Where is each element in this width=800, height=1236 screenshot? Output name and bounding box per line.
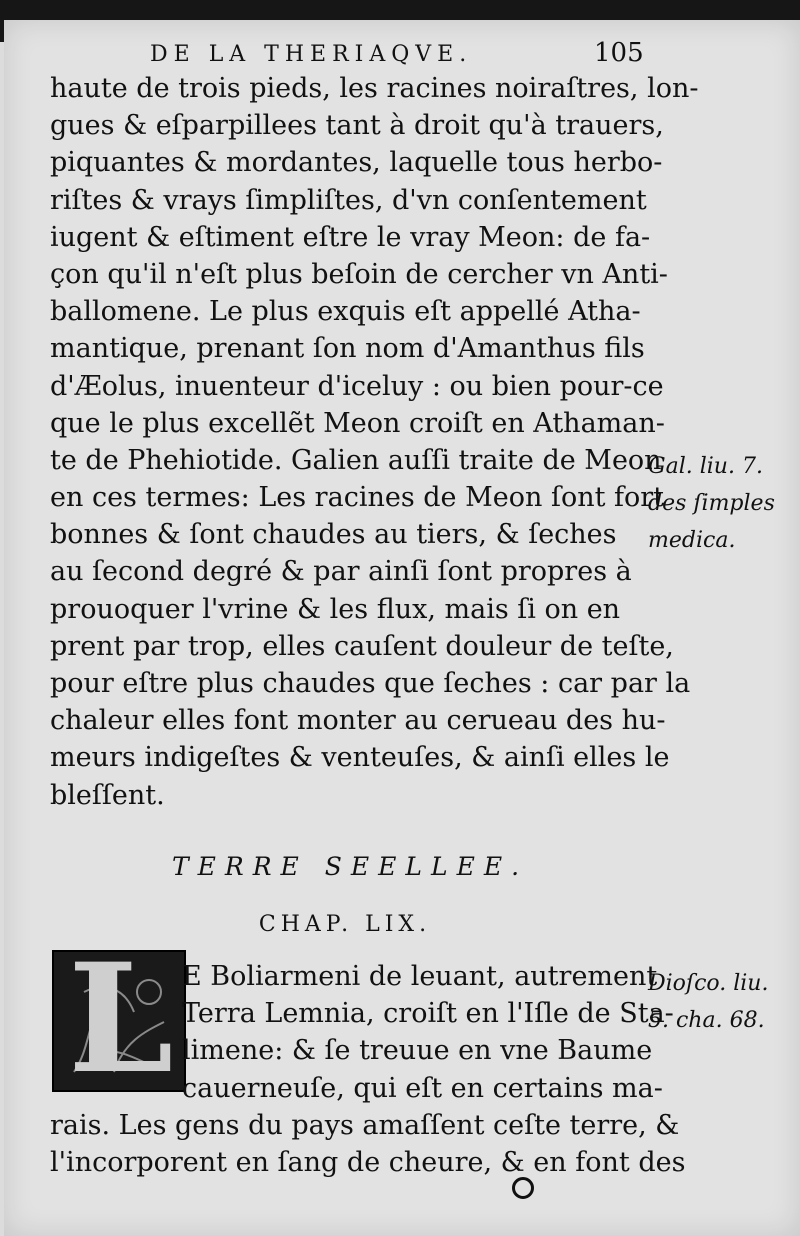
text-line: haute de trois pieds, les racines noiraſtres, lon-	[50, 73, 699, 104]
text-line: meurs indigeſtes & venteuſes, & ainſi elles le	[50, 742, 670, 774]
text-line: cauerneuſe, qui eſt en certains ma-	[182, 1072, 663, 1104]
chapter-text	[50, 958, 686, 1181]
text-line: bonnes & ſont chaudes au tiers, & ſeches	[50, 519, 617, 551]
margin-note-dioscoride	[648, 965, 768, 1039]
text-line: d'Æolus, inuenteur d'iceluy : ou bien pour-ce	[50, 370, 664, 402]
text-line: ballomene. Le plus exquis eſt appellé Atha-	[50, 296, 641, 328]
text-line: iugent & eſtiment eſtre le vray Meon: de fa-	[50, 221, 651, 253]
text-line: pour eſtre plus chaudes que ſeches : car par la	[50, 668, 691, 699]
text-line: limene: & ſe treuue en vne Baume	[182, 1035, 653, 1067]
text-line: E Boliarmeni de leuant, autrement	[182, 961, 658, 992]
margin-note-line: des ſimples	[648, 491, 775, 516]
text-line: rais. Les gens du pays amaſſent ceſte terre, &	[50, 1109, 680, 1141]
text-line: en ces termes: Les racines de Meon ſont fort	[50, 482, 665, 514]
text-line: çon qu'il n'eſt plus beſoin de cercher vn Anti-	[50, 258, 668, 290]
text-line: que le plus excellẽt Meon croiſt en Athaman-	[50, 407, 665, 439]
text-line: riſtes & vrays ſimpliſtes, d'vn conſentement	[50, 184, 647, 216]
text-line: l'incorporent en ſang de cheure, & en font des	[50, 1146, 686, 1178]
text-line: bleſſent.	[50, 779, 165, 811]
text-line: te de Phehiotide. Galien auſſi traite de Meon	[50, 444, 662, 476]
chapter-heading: CHAP. LIX.	[258, 912, 432, 937]
margin-note-line: medica.	[648, 528, 736, 553]
margin-note-line: 5. cha. 68.	[648, 1008, 765, 1033]
text-line: piquantes & mordantes, laquelle tous herbo-	[50, 147, 663, 179]
text-line: au ſecond degré & par ainſi ſont propres à	[50, 556, 632, 588]
text-line: prent par trop, elles cauſent douleur de teſte,	[50, 630, 674, 662]
page-number: 105	[594, 38, 644, 68]
text-line: mantique, prenant ſon nom d'Amanthus fils	[50, 333, 645, 365]
margin-note-galien	[648, 448, 775, 559]
text-line: Terra Lemnia, croiſt en l'Iſle de Sta-	[182, 998, 674, 1030]
text-line: chaleur elles font monter au cerueau des hu-	[50, 705, 666, 737]
running-head: DE LA THERIAQVE.	[150, 42, 473, 67]
section-title: TERRE SEELLEE.	[171, 852, 529, 881]
margin-note-line: Dioſco. liu.	[648, 971, 769, 996]
margin-note-line: Gal. liu. 7.	[648, 454, 763, 479]
signature-mark-icon	[512, 1177, 534, 1199]
initial-letter: L	[68, 950, 174, 1092]
text-line: prouoquer l'vrine & les flux, mais ſi on en	[50, 593, 621, 625]
text-line: gues & eſparpillees tant à droit qu'à trauers,	[50, 110, 664, 142]
